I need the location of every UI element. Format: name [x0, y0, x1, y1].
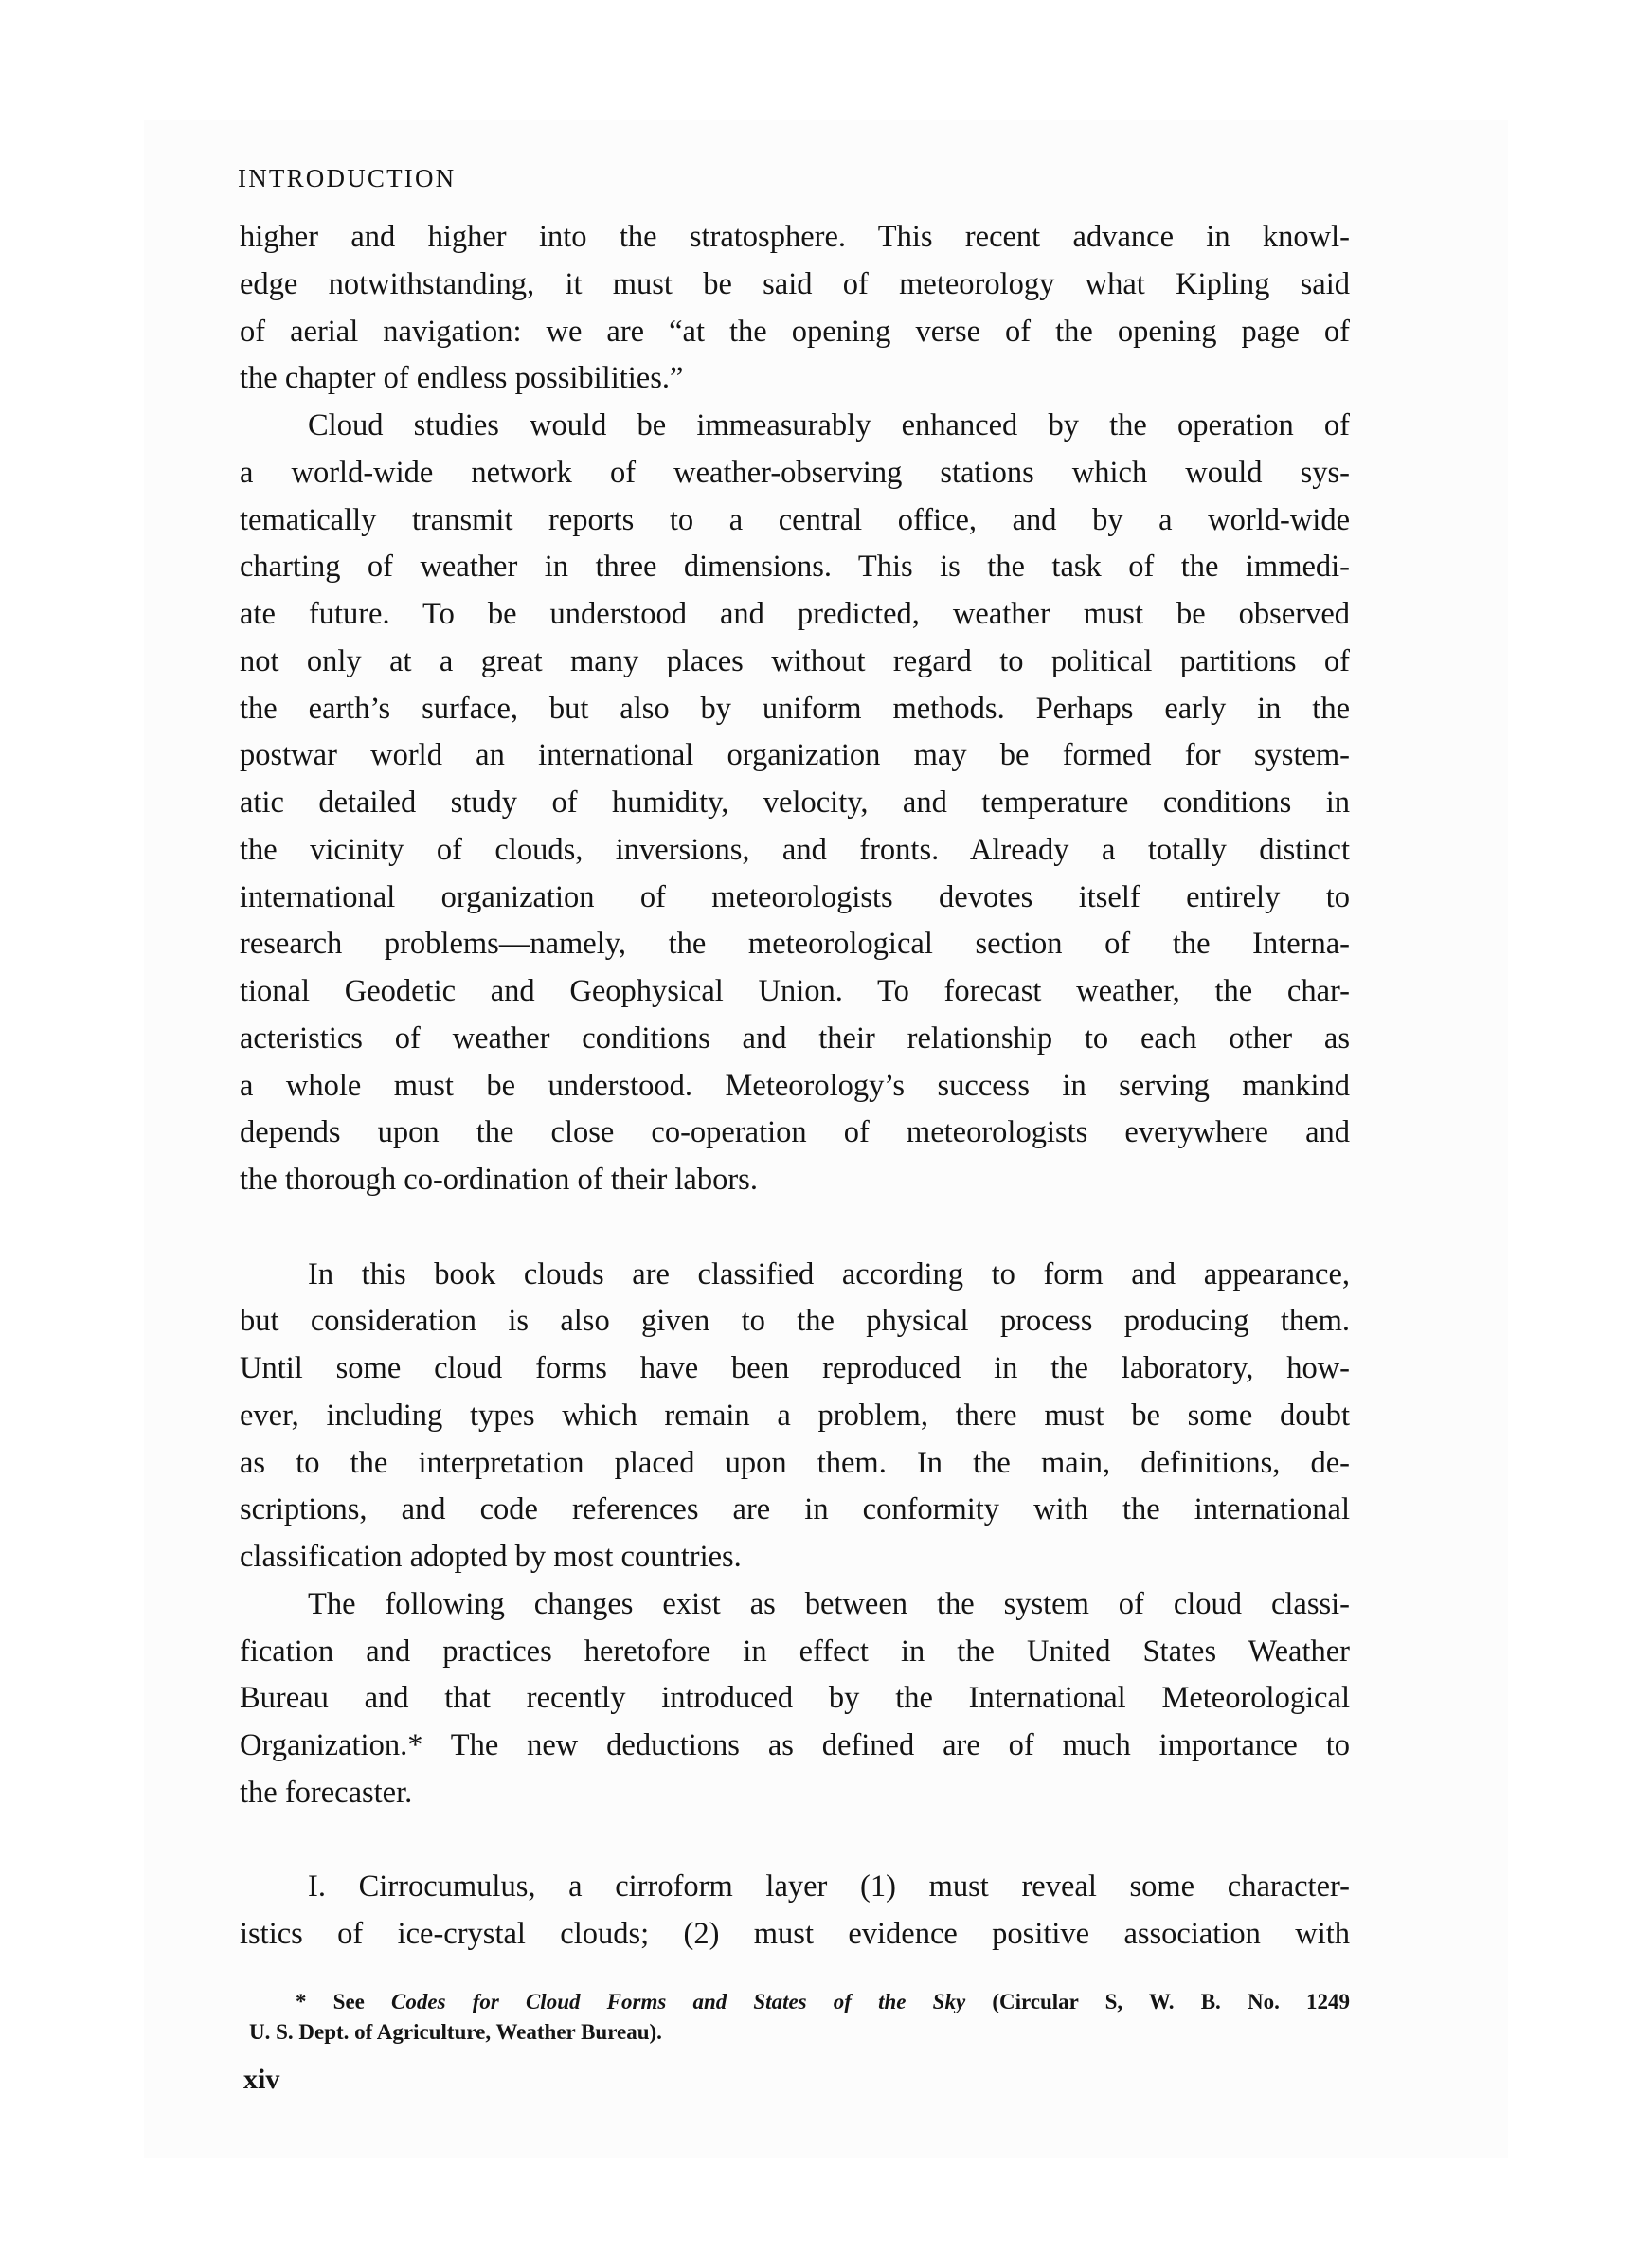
body-line: acteristics of weather conditions and their relationship to each other as: [240, 1020, 1350, 1056]
body-line: depends upon the close co-operation of meteorologists everywhere and: [240, 1115, 1350, 1150]
body-line: the forecaster.: [240, 1775, 413, 1810]
body-line: research problems—namely, the meteorological section of the Interna-: [240, 927, 1350, 962]
body-line: Until some cloud forms have been reproduced in the laboratory, how-: [240, 1351, 1350, 1385]
body-line: I. Cirrocumulus, a cirroform layer (1) must reveal some character-: [308, 1869, 1350, 1905]
body-line: postwar world an international organization may be formed for system-: [240, 738, 1350, 773]
body-line: as to the interpretation placed upon them. In the main, definitions, de-: [240, 1445, 1350, 1480]
body-line: ate future. To be understood and predicted, weather must be observed: [240, 597, 1350, 631]
body-line: Bureau and that recently introduced by the International Meteorological: [240, 1681, 1350, 1716]
footnote-cited-title: Codes for Cloud Forms and States of the Sky: [391, 1990, 966, 2013]
body-line: classification adopted by most countries.: [240, 1540, 742, 1574]
body-line: Cloud studies would be immeasurably enhanced by the operation of: [308, 408, 1350, 442]
body-line: istics of ice-crystal clouds; (2) must evidence positive association with: [240, 1917, 1350, 1951]
running-head: INTRODUCTION: [238, 164, 457, 192]
body-line: scriptions, and code references are in conformity with the international: [240, 1492, 1350, 1527]
body-line: not only at a great many places without regard to political partitions of: [240, 643, 1350, 678]
footnote-line-1: [296, 1989, 1350, 2015]
body-line: the thorough co-ordination of their labors.: [240, 1163, 758, 1197]
body-line: In this book clouds are classified according to form and appearance,: [308, 1256, 1350, 1291]
body-line: a world-wide network of weather-observing stations which would sys-: [240, 455, 1350, 490]
body-line: charting of weather in three dimensions. This is the task of the immedi-: [240, 550, 1350, 585]
body-line: the vicinity of clouds, inversions, and fronts. Already a totally distinct: [240, 832, 1350, 867]
body-line: the chapter of endless possibilities.”: [240, 361, 684, 396]
body-line: Organization.* The new deductions as defined are of much importance to: [240, 1728, 1350, 1762]
body-line: the earth’s surface, but also by uniform methods. Perhaps early in the: [240, 691, 1350, 726]
page-number: xiv: [243, 2064, 280, 2095]
body-line: edge notwithstanding, it must be said of meteorology what Kipling said: [240, 266, 1350, 301]
body-line: fication and practices heretofore in effect in the United States Weather: [240, 1634, 1350, 1669]
body-line: but consideration is also given to the physical process producing them.: [240, 1304, 1350, 1339]
footnote-marker: * See: [296, 1990, 392, 2013]
body-line: higher and higher into the stratosphere. This recent advance in knowl-: [240, 220, 1350, 254]
footnote-citation: (Circular S, W. B. No. 1249: [965, 1990, 1350, 2013]
body-line: tional Geodetic and Geophysical Union. To forecast weather, the char-: [240, 974, 1350, 1008]
body-line: tematically transmit reports to a central office, and by a world-wide: [240, 502, 1350, 537]
body-line: a whole must be understood. Meteorology’s success in serving mankind: [240, 1068, 1350, 1103]
footnote-line-2: U. S. Dept. of Agriculture, Weather Bureau).: [249, 2020, 662, 2044]
body-line: ever, including types which remain a problem, there must be some doubt: [240, 1398, 1350, 1433]
body-line: The following changes exist as between the system of cloud classi-: [308, 1586, 1350, 1621]
body-line: of aerial navigation: we are “at the opening verse of the opening page of: [240, 314, 1350, 349]
body-line: atic detailed study of humidity, velocity, and temperature conditions in: [240, 785, 1350, 820]
body-line: international organization of meteorologists devotes itself entirely to: [240, 879, 1350, 914]
